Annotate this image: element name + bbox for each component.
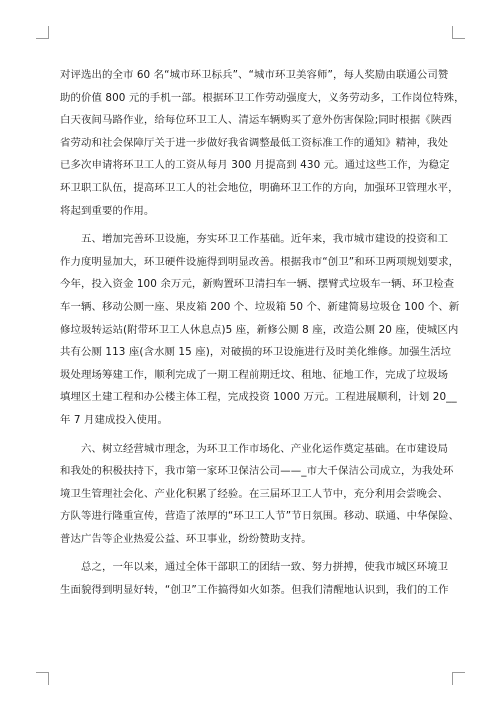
text-line: 助的价值 800 元的手机一部。根据环卫工作劳动强度大，义务劳动多，工作岗位特殊， bbox=[60, 91, 465, 104]
crop-mark-top-right bbox=[452, 26, 465, 39]
text-line: 今年，投入资金 100 余万元，新购置环卫清扫车一辆、摆臂式垃圾车一辆、环卫检查 bbox=[60, 278, 455, 291]
text-line: 白天夜间马路作业，给每位环卫工人、清运车辆购买了意外伤害保险;同时根据《陕西 bbox=[60, 114, 452, 127]
text-line: 作力度明显加大，环卫硬件设施得到明显改善。根据我市“创卫”和环卫两项规划要求， bbox=[60, 255, 460, 268]
text-line: 共有公厕 113 座(含水厕 15 座)，对破损的环卫设施进行及时美化维修。加强生活垃 bbox=[60, 346, 452, 359]
text-line: 省劳动和社会保障厅关于进一步做好我省调整最低工资标准工作的通知》精神，我处 bbox=[60, 136, 449, 149]
text-line: 已多次申请将环卫工人的工资从每月 300 月提高到 430 元。通过这些工作，为稳定 bbox=[60, 159, 450, 172]
text-line: 对评选出的全市 60 名“城市环卫标兵”、“城市环卫美容师”，每人奖励由联通公司赞 bbox=[60, 69, 449, 81]
text-line: 方队等进行隆重宣传，营造了浓厚的“环卫工人节”节日氛围。移动、联通、中华保险、 bbox=[60, 510, 460, 523]
text-line: 车一辆、移动公厕一座、果皮箱 200 个、垃圾箱 50 个、新建简易垃圾仓 100 个、新 bbox=[60, 300, 460, 313]
text-line: 总之，一年以来，通过全体干部职工的团结一致、努力拼搏，使我市城区环境卫 bbox=[60, 561, 449, 574]
text-line: 将起到重要的作用。 bbox=[60, 204, 155, 217]
text-line: 五、增加完善环卫设施，夯实环卫工作基础。近年来，我市城市建设的投资和工 bbox=[60, 233, 449, 246]
text-line: 六、树立经营城市理念，为环卫工作市场化、产业化运作奠定基础。在市建设局 bbox=[60, 442, 449, 455]
crop-mark-bottom-right bbox=[452, 672, 465, 685]
text-line: 生面貌得到明显好转，“创卫”工作搞得如火如荼。但我们清醒地认识到，我们的工作 bbox=[60, 584, 449, 597]
crop-mark-bottom-left bbox=[36, 672, 49, 685]
text-line: 圾处理场筹建工作，顺利完成了一期工程前期迁坟、租地、征地工作，完成了垃圾场 bbox=[60, 368, 449, 381]
text-line: 环卫职工队伍，提高环卫工人的社会地位，明确环卫工作的方向，加强环卫管理水平， bbox=[60, 181, 459, 194]
text-line: 填埋区土建工程和办公楼主体工程，完成投资 1000 万元。工程进展顺利，计划 20__ bbox=[60, 391, 457, 404]
text-line: 修垃圾转运站(附带环卫工人休息点)5 座，新修公厕 8 座，改造公厕 20 座，使城区内 bbox=[60, 323, 459, 336]
crop-mark-top-left bbox=[36, 26, 49, 39]
text-line: 境卫生管理社会化、产业化积累了经验。在三届环卫工人节中，充分利用会尝晚会、 bbox=[60, 487, 449, 500]
text-line: 普达广告等企业热爱公益、环卫事业，纷纷赞助支持。 bbox=[60, 532, 312, 545]
document-body bbox=[60, 64, 465, 602]
text-line: 年 7 月建成投入使用。 bbox=[60, 413, 168, 426]
text-line: 和我处的积极扶持下，我市第一家环卫保洁公司——_市大千保洁公司成立，为我处环 bbox=[60, 465, 454, 478]
